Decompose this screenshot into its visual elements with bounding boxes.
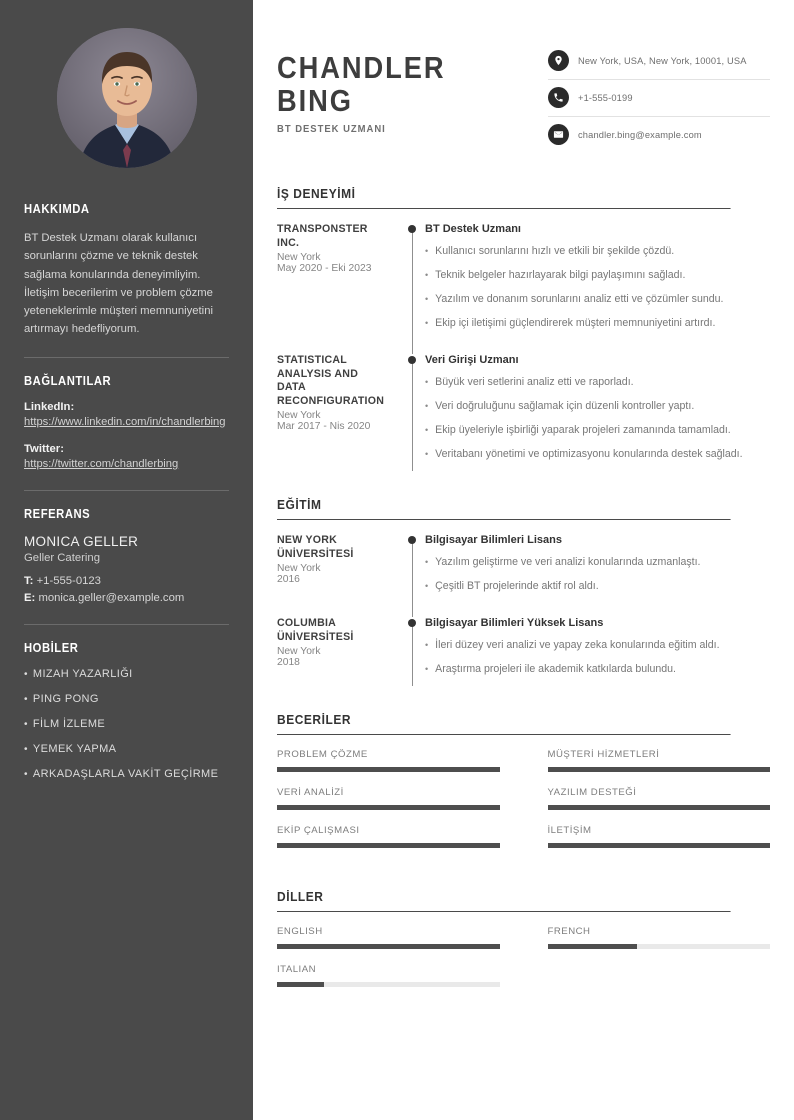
experience-dates: Mar 2017 - Nis 2020 <box>277 421 371 433</box>
hobby-label: FİLM İZLEME <box>32 718 106 730</box>
sidebar-section-links <box>24 374 229 472</box>
list-item <box>425 316 770 331</box>
education-organization: NEW YORK ÜNİVERSİTESİ <box>277 534 354 560</box>
education-degree: Bilgisayar Bilimleri Yüksek Lisans <box>425 617 604 630</box>
skill-fill <box>548 843 771 848</box>
experience-role: Veri Girişi Uzmanı <box>425 354 519 367</box>
education-entry <box>277 534 770 603</box>
timeline-dot-icon <box>408 225 416 233</box>
entry-details <box>425 223 770 340</box>
main-content <box>253 0 794 1120</box>
skill-item <box>277 825 500 848</box>
reference-phone-row <box>24 573 229 589</box>
skill-fill <box>277 767 500 772</box>
bullet-dot-icon: • <box>425 581 429 592</box>
education-dates: 2016 <box>277 574 300 586</box>
skill-fill <box>277 805 500 810</box>
profile-photo-wrap <box>24 28 229 168</box>
bullet-text: Yazılım ve donanım sorunlarını analiz etti ve çözümler sundu. <box>435 293 724 306</box>
experience-location: New York <box>277 410 321 422</box>
entry-details <box>425 534 770 603</box>
sidebar-section-reference <box>24 507 229 606</box>
bullet-dot-icon: • <box>24 719 28 730</box>
language-track <box>277 982 500 987</box>
bullet-dot-icon: • <box>425 401 429 412</box>
sidebar <box>0 0 253 1120</box>
page-title-last-name: BING <box>277 82 353 118</box>
language-fill <box>277 944 500 949</box>
list-item <box>425 292 770 307</box>
skill-track <box>277 805 500 810</box>
reference-phone-label: T: <box>24 575 34 588</box>
bullet-text: Veritabanı yönetimi ve optimizasyonu konularında destek sağladı. <box>435 448 743 461</box>
reference-email-label: E: <box>24 591 36 604</box>
skill-item <box>548 749 771 772</box>
bullet-text: Ekip içi iletişimi güçlendirerek müşteri memnuniyetini artırdı. <box>435 317 716 330</box>
section-languages <box>277 889 770 1002</box>
bullet-text: Yazılım geliştirme ve veri analizi konularında uzmanlaştı. <box>435 556 701 569</box>
bullet-text: Ekip üyeleriyle işbirliği yaparak projeleri zamanında tamamladı. <box>435 424 731 437</box>
experience-dates: May 2020 - Eki 2023 <box>277 263 372 275</box>
skill-label: VERİ ANALİZİ <box>277 787 344 799</box>
entry-meta <box>277 617 399 686</box>
hobby-label: PING PONG <box>32 693 99 705</box>
timeline-line <box>412 358 413 471</box>
bullet-dot-icon: • <box>425 557 429 568</box>
experience-organization: TRANSPONSTER INC. <box>277 223 368 249</box>
education-organization: COLUMBIA ÜNİVERSİTESİ <box>277 617 354 643</box>
about-heading: HAKKIMDA <box>24 202 90 216</box>
timeline <box>399 354 425 471</box>
list-item <box>24 693 229 705</box>
entry-details <box>425 354 770 471</box>
skill-label: PROBLEM ÇÖZME <box>277 749 368 761</box>
name-block <box>277 44 469 135</box>
skill-fill <box>548 767 771 772</box>
hobby-label: MIZAH YAZARLIĞI <box>32 668 133 680</box>
bullet-dot-icon: • <box>24 669 28 680</box>
hobby-label: ARKADAŞLARLA VAKİT GEÇİRME <box>32 768 219 780</box>
skill-track <box>548 805 771 810</box>
bullet-text: Araştırma projeleri ile akademik katkılarda bulundu. <box>435 663 676 676</box>
contact-email-row <box>548 124 770 153</box>
skill-item <box>277 787 500 810</box>
entry-meta <box>277 354 399 471</box>
avatar-portrait-icon <box>57 28 197 168</box>
job-title: BT DESTEK UZMANI <box>277 123 386 136</box>
language-fill <box>277 982 324 987</box>
bullet-dot-icon: • <box>425 640 429 651</box>
skill-item <box>277 749 500 772</box>
skill-fill <box>277 843 500 848</box>
list-item <box>425 375 770 390</box>
contact-list <box>548 44 770 160</box>
languages-grid <box>277 926 770 1002</box>
phone-icon <box>548 87 569 108</box>
skill-item <box>548 787 771 810</box>
language-item <box>277 926 500 949</box>
list-item <box>425 447 770 462</box>
timeline <box>399 534 425 603</box>
experience-location: New York <box>277 252 321 264</box>
bullet-dot-icon: • <box>425 377 429 388</box>
linkedin-link[interactable]: https://www.linkedin.com/in/chandlerbing <box>24 415 226 428</box>
reference-name: MONICA GELLER <box>24 534 139 550</box>
skill-label: MÜŞTERİ HİZMETLERİ <box>547 749 660 761</box>
list-item <box>425 399 770 414</box>
link-item-linkedin <box>24 401 229 430</box>
experience-heading: İŞ DENEYİMİ <box>277 186 731 209</box>
envelope-icon <box>548 124 569 145</box>
sidebar-section-about <box>24 202 229 339</box>
contact-address: New York, USA, New York, 10001, USA <box>578 55 747 66</box>
link-item-twitter <box>24 443 229 472</box>
bullet-dot-icon: • <box>24 694 28 705</box>
list-item <box>425 662 770 677</box>
section-skills <box>277 712 770 863</box>
skill-label: EKİP ÇALIŞMASI <box>277 825 360 837</box>
list-item <box>24 668 229 680</box>
timeline-dot-icon <box>408 619 416 627</box>
education-dates: 2018 <box>277 657 300 669</box>
hobby-label: YEMEK YAPMA <box>32 743 117 755</box>
languages-heading: DİLLER <box>277 889 731 912</box>
bullet-text: Veri doğruluğunu sağlamak için düzenli kontroller yaptı. <box>435 400 695 413</box>
timeline-line <box>412 621 413 686</box>
language-item <box>277 964 500 987</box>
bullet-text: Kullanıcı sorunlarını hızlı ve etkili bir şekilde çözdü. <box>435 245 675 257</box>
bullet-dot-icon: • <box>24 769 28 780</box>
bullet-text: Çeşitli BT projelerinde aktif rol aldı. <box>435 580 599 593</box>
list-item <box>425 579 770 594</box>
language-label: ITALIAN <box>277 964 317 976</box>
language-fill <box>548 944 637 949</box>
resume-header <box>277 44 770 160</box>
list-item <box>425 638 770 653</box>
entry-details <box>425 617 770 686</box>
education-location: New York <box>277 563 321 575</box>
list-item <box>425 555 770 570</box>
reference-email-row <box>24 590 229 606</box>
links-heading: BAĞLANTILAR <box>24 373 112 388</box>
bullet-dot-icon: • <box>425 449 429 460</box>
skill-track <box>277 843 500 848</box>
twitter-link[interactable]: https://twitter.com/chandlerbing <box>24 458 179 471</box>
skill-fill <box>548 805 771 810</box>
bullet-dot-icon: • <box>425 270 429 281</box>
timeline <box>399 223 425 340</box>
divider <box>24 624 229 625</box>
language-label: ENGLISH <box>277 926 323 938</box>
experience-entry <box>277 223 770 340</box>
divider <box>24 490 229 491</box>
education-location: New York <box>277 646 321 658</box>
list-item <box>425 423 770 438</box>
skill-label: İLETİŞİM <box>547 825 592 837</box>
page-title-first-name: CHANDLER <box>277 50 446 85</box>
bullet-dot-icon: • <box>425 425 429 436</box>
bullet-dot-icon: • <box>425 294 429 305</box>
bullet-dot-icon: • <box>425 664 429 675</box>
reference-phone: +1-555-0123 <box>36 575 101 588</box>
language-track <box>548 944 771 949</box>
reference-organization: Geller Catering <box>24 552 100 565</box>
timeline-line <box>412 227 413 354</box>
bullet-text: İleri düzey veri analizi ve yapay zeka konularında eğitim aldı. <box>435 639 720 652</box>
section-experience <box>277 186 770 471</box>
language-track <box>277 944 500 949</box>
language-label: FRENCH <box>547 926 591 938</box>
reference-email: monica.geller@example.com <box>38 591 185 604</box>
bullet-dot-icon: • <box>425 246 429 256</box>
entry-meta <box>277 223 399 340</box>
skill-label: YAZILIM DESTEĞİ <box>547 787 637 799</box>
timeline-dot-icon <box>408 536 416 544</box>
experience-role: BT Destek Uzmanı <box>425 223 521 235</box>
hobbies-heading: HOBİLER <box>24 641 79 655</box>
experience-organization: STATISTICAL ANALYSIS AND DATA RECONFIGURATION <box>277 354 385 407</box>
contact-phone: +1-555-0199 <box>578 92 633 103</box>
list-item <box>24 768 229 780</box>
bullet-text: Büyük veri setlerini analiz etti ve raporladı. <box>435 376 634 389</box>
timeline <box>399 617 425 686</box>
reference-heading: REFERANS <box>24 507 91 522</box>
skill-track <box>277 767 500 772</box>
contact-address-row <box>548 50 770 80</box>
bullet-dot-icon: • <box>425 318 429 329</box>
skill-track <box>548 767 771 772</box>
timeline-line <box>412 538 413 617</box>
experience-entry <box>277 354 770 471</box>
list-item <box>24 743 229 755</box>
link-label: Twitter: <box>24 443 64 456</box>
contact-phone-row <box>548 87 770 117</box>
bullet-dot-icon: • <box>24 744 28 755</box>
list-item <box>425 268 770 283</box>
location-pin-icon <box>548 50 569 71</box>
skill-item <box>548 825 771 848</box>
avatar <box>57 28 197 168</box>
bullet-text: Teknik belgeler hazırlayarak bilgi paylaşımını sağladı. <box>435 269 686 282</box>
list-item <box>24 718 229 730</box>
contact-email: chandler.bing@example.com <box>578 129 702 140</box>
link-label: LinkedIn: <box>24 400 75 413</box>
education-entry <box>277 617 770 686</box>
entry-meta <box>277 534 399 603</box>
skills-grid <box>277 749 770 863</box>
divider <box>24 357 229 358</box>
education-degree: Bilgisayar Bilimleri Lisans <box>425 534 562 547</box>
list-item <box>425 244 770 259</box>
language-item <box>548 926 771 949</box>
about-text: BT Destek Uzmanı olarak kullanıcı sorunlarını çözme ve teknik destek sağlama konularında deneyimliyim. İletişim becerilerim ve problem çözme yeteneklerimle müşteri memnuniyetini artırmayı hedefliyorum. <box>24 232 213 336</box>
skills-heading: BECERİLER <box>277 712 731 735</box>
timeline-dot-icon <box>408 356 416 364</box>
sidebar-section-hobbies <box>24 641 229 780</box>
section-education <box>277 497 770 686</box>
skill-track <box>548 843 771 848</box>
education-heading: EĞİTİM <box>277 497 731 520</box>
